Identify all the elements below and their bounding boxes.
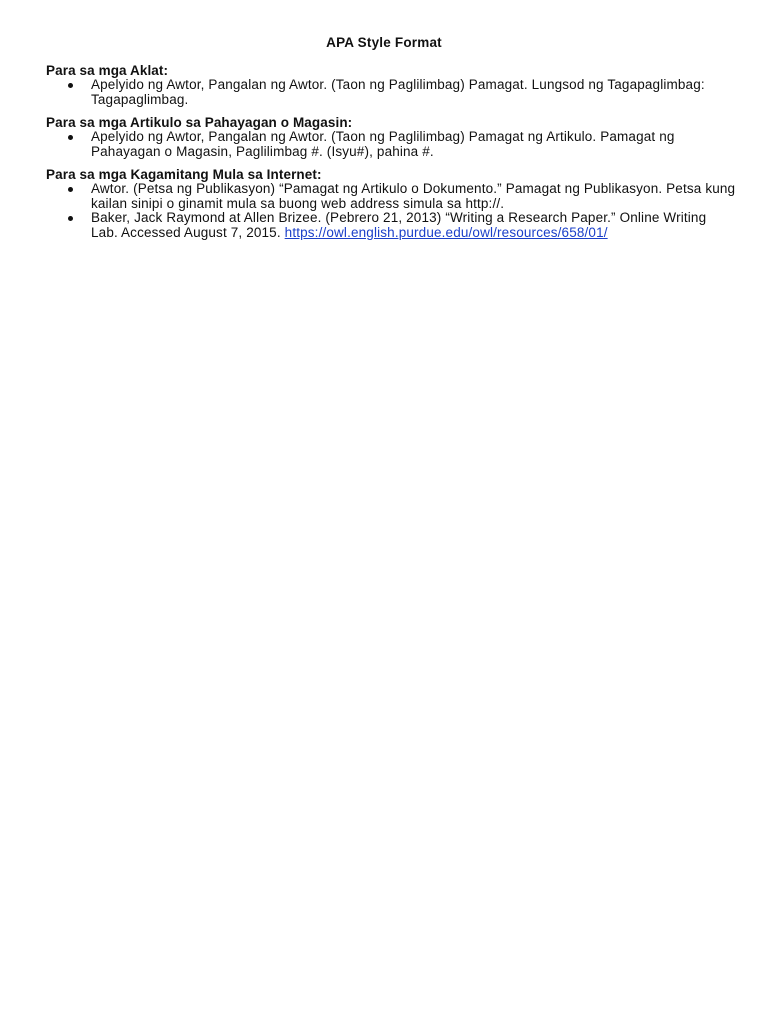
citation-text: Baker, Jack Raymond at Allen Brizee. (Pebrero 21, 2013) “Writing a Research Paper.” Online Writing Lab. Accessed August 7, 2015. — [91, 210, 707, 240]
list-item — [46, 130, 736, 159]
purdue-owl-link[interactable]: https://owl.english.purdue.edu/owl/resources/658/01/ — [284, 224, 608, 240]
list-item — [46, 211, 736, 240]
bullet-list-books — [46, 78, 736, 107]
section-articles — [46, 115, 736, 159]
section-books — [46, 63, 736, 107]
document-title: APA Style Format — [326, 35, 442, 50]
section-heading-articles: Para sa mga Artikulo sa Pahayagan o Magasin: — [46, 115, 353, 130]
document-body — [46, 63, 736, 248]
section-heading-books: Para sa mga Aklat: — [46, 63, 169, 78]
bullet-icon — [68, 187, 73, 192]
section-internet — [46, 167, 736, 240]
citation-text: Apelyido ng Awtor, Pangalan ng Awtor. (Taon ng Paglilimbag) Pamagat. Lungsod ng Tagapaglimbag: Tagapaglimbag. — [91, 77, 705, 107]
bullet-list-internet — [46, 182, 736, 240]
list-item — [46, 78, 736, 107]
list-item — [46, 182, 736, 211]
citation-text: Awtor. (Petsa ng Publikasyon) “Pamagat ng Artikulo o Dokumento.” Pamagat ng Publikasyon. Petsa kung kailan sinipi o ginamit mula sa buong web address simula sa http://. — [91, 181, 736, 211]
bullet-icon — [68, 83, 73, 88]
citation-text: Apelyido ng Awtor, Pangalan ng Awtor. (Taon ng Paglilimbag) Pamagat ng Artikulo. Pamagat ng Pahayagan o Magasin, Paglilimbag #. (Isyu#), pahina #. — [91, 129, 675, 159]
bullet-list-articles — [46, 130, 736, 159]
bullet-icon — [68, 135, 73, 140]
section-heading-internet: Para sa mga Kagamitang Mula sa Internet: — [46, 167, 322, 182]
bullet-icon — [68, 216, 73, 221]
